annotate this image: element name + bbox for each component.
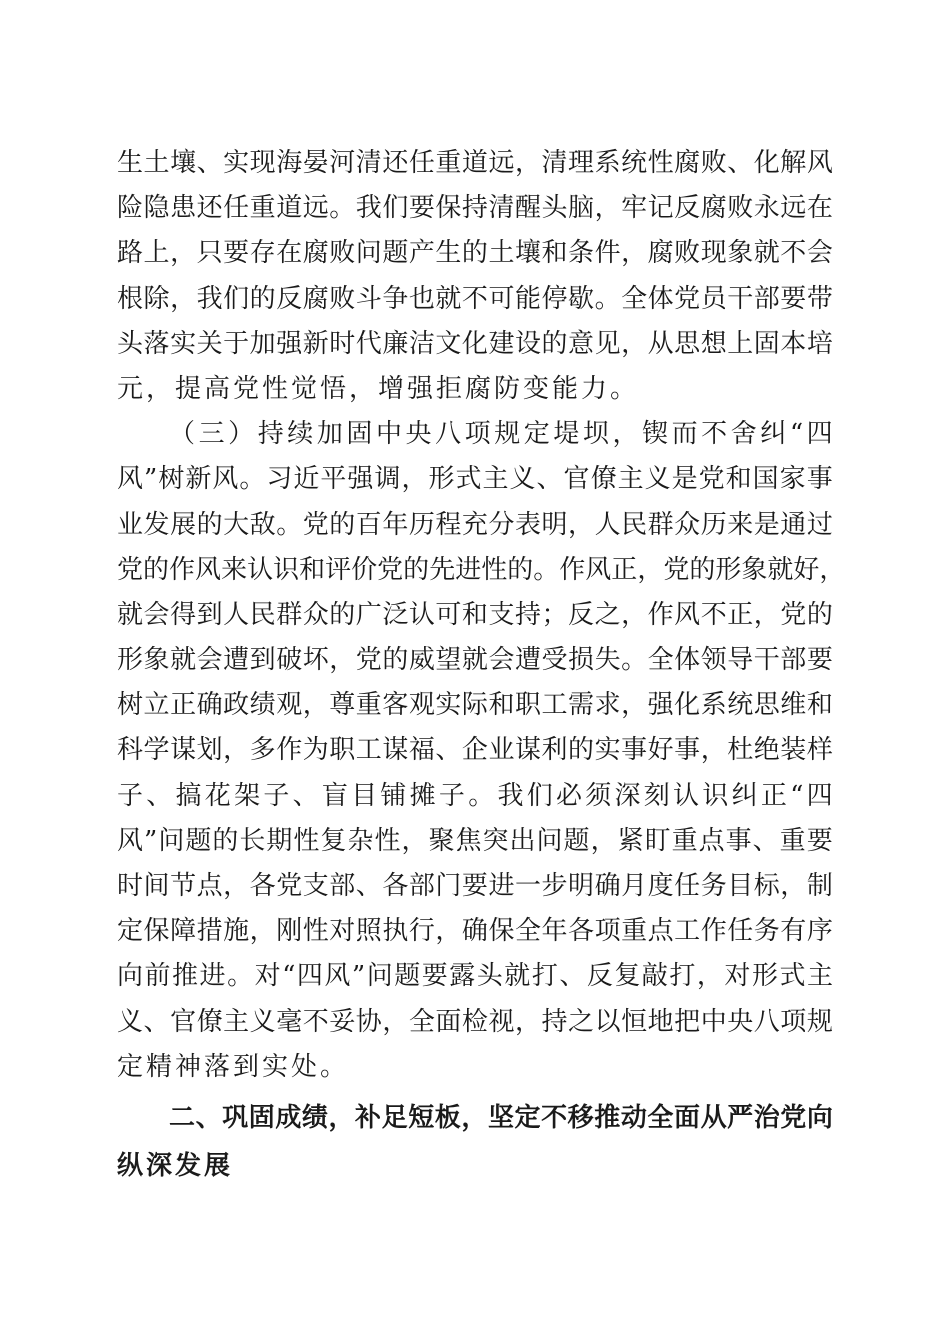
paragraph-continued: [117, 141, 833, 412]
text-line: 树 立 正 确 政 绩 观 ， 尊 重 客 观 实 际 和 职 工 需 求 ， 强 化 系 统 思 维 和: [117, 690, 833, 721]
text-line: 时 间 节 点 ， 各 党 支 部 、 各 部 门 要 进 一 步 明 确 月 度 任 务 目 标 ， 制: [117, 871, 833, 901]
document-page: [117, 141, 846, 1190]
section-heading: [117, 1094, 833, 1190]
text-line: 党 的 作 风 来 认 识 和 评 价 党 的 先 进 性 的 。 作 风 正 ， 党 的 形 象 就 好 ，: [117, 554, 846, 585]
paragraph-three: [117, 412, 846, 1090]
text-line: 就 会 得 到 人 民 群 众 的 广 泛 认 可 和 支 持 ； 反 之 ， 作 风 不 正 ， 党 的: [117, 599, 833, 630]
section-heading-line: 二 、 巩 固 成 绩 ， 补 足 短 板 ， 坚 定 不 移 推 动 全 面 从 严 治 党 向: [169, 1102, 833, 1133]
text-line: 路 上 ， 只 要 存 在 腐 败 问 题 产 生 的 土 壤 和 条 件 ， 腐 败 现 象 就 不 会: [117, 238, 833, 269]
paragraph-three-heading-line: （ 三 ） 持 续 加 固 中 央 八 项 规 定 堤 坝 ， 锲 而 不 舍 纠 “ 四: [169, 419, 833, 450]
text-line: 义 、 官 僚 主 义 毫 不 妥 协 ， 全 面 检 视 ， 持 之 以 恒 地 把 中 央 八 项 规: [117, 1006, 833, 1037]
text-line: 险 隐 患 还 任 重 道 远 。 我 们 要 保 持 清 醒 头 脑 ， 牢 记 反 腐 败 永 远 在: [117, 193, 833, 224]
text-line: 形 象 就 会 遭 到 破 坏 ， 党 的 威 望 就 会 遭 受 损 失 。 全 体 领 导 干 部 要: [117, 645, 833, 676]
text-line: 头 落 实 关 于 加 强 新 时 代 廉 洁 文 化 建 设 的 意 见 ， 从 思 想 上 固 本 培: [117, 328, 833, 359]
text-line: 生 土 壤 、 实 现 海 晏 河 清 还 任 重 道 远 ， 清 理 系 统 性 腐 败 、 化 解 风: [117, 148, 833, 178]
text-line: 风 ” 树 新 风 。 习 近 平 强 调 ， 形 式 主 义 、 官 僚 主 义 是 党 和 国 家 事: [117, 464, 833, 495]
section-heading-line: 纵深发展: [117, 1150, 234, 1181]
text-line: 向 前 推 进 。 对 “ 四 风 ” 问 题 要 露 头 就 打 、 反 复 敲 打 ， 对 形 式 主: [117, 961, 833, 992]
text-line: 风 ” 问 题 的 长 期 性 复 杂 性 ， 聚 焦 突 出 问 题 ， 紧 盯 重 点 事 、 重 要: [117, 825, 833, 856]
text-line: 根 除 ， 我 们 的 反 腐 败 斗 争 也 就 不 可 能 停 歇 。 全 体 党 员 干 部 要 带: [117, 283, 833, 314]
text-line: 定 保 障 措 施 ， 刚 性 对 照 执 行 ， 确 保 全 年 各 项 重 点 工 作 任 务 有 序: [117, 916, 833, 947]
text-line: 子 、 搞 花 架 子 、 盲 目 铺 摊 子 。 我 们 必 须 深 刻 认 识 纠 正 “ 四: [117, 780, 833, 811]
text-line: 业 发 展 的 大 敌 。 党 的 百 年 历 程 充 分 表 明 ， 人 民 群 众 历 来 是 通 过: [117, 509, 833, 540]
text-line: 元，提高党性觉悟，增强拒腐防变能力。: [117, 373, 640, 404]
text-line: 科 学 谋 划 ， 多 作 为 职 工 谋 福 、 企 业 谋 利 的 实 事 好 事 ， 杜 绝 装 样: [117, 735, 833, 766]
text-line: 定精神落到实处。: [117, 1051, 350, 1082]
